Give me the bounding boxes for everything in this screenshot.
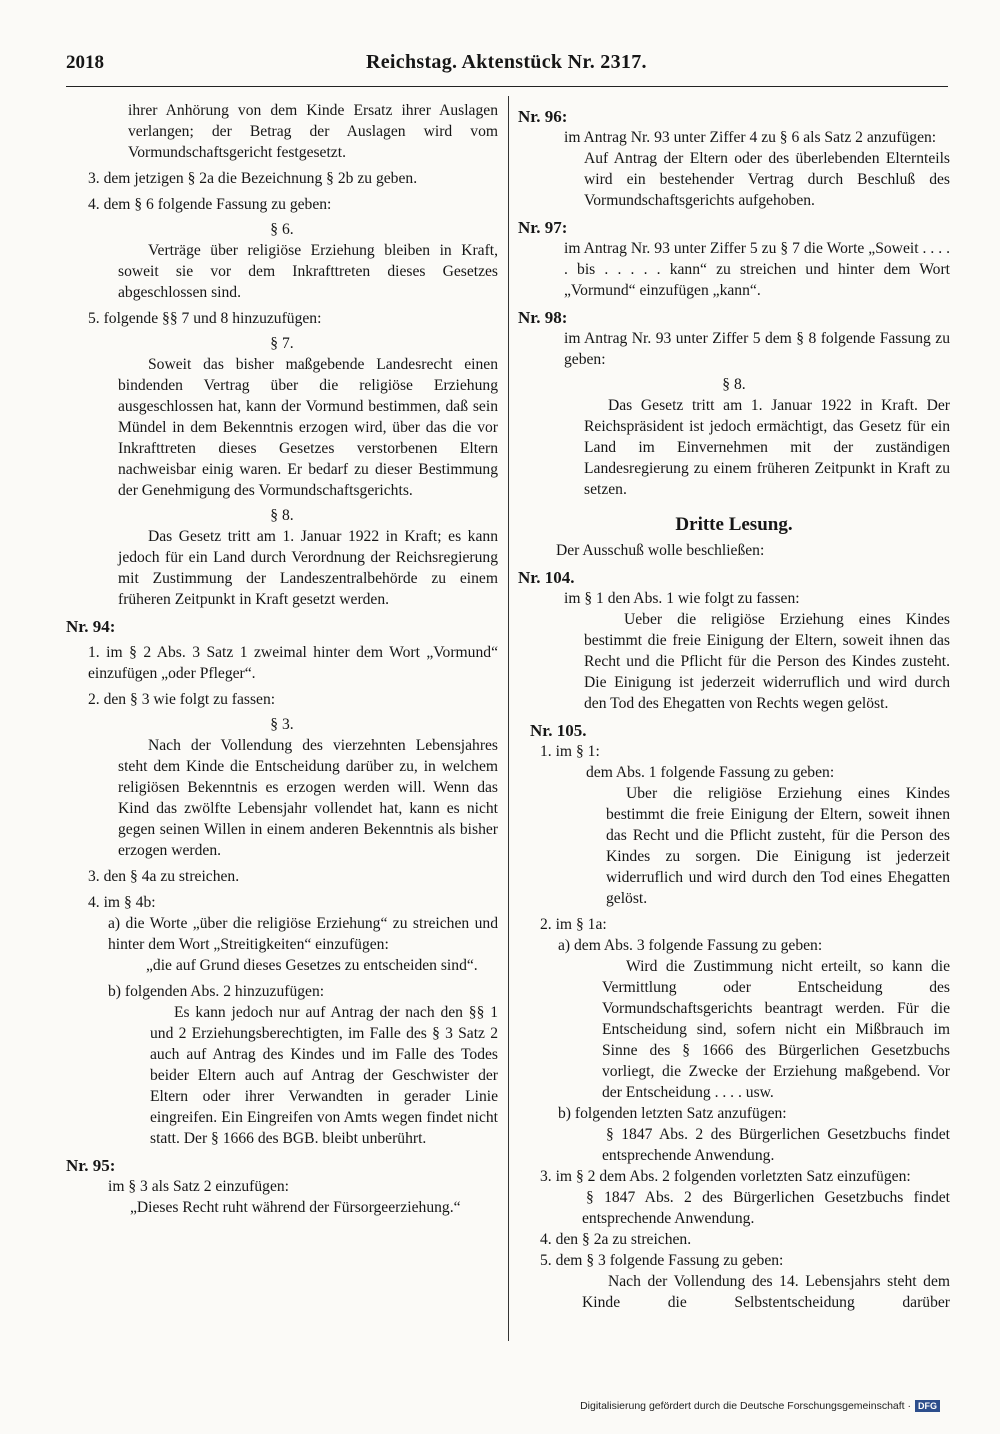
section-heading: § 3.: [270, 716, 294, 733]
section-number: Nr. 97:: [518, 218, 568, 237]
paragraph: 4. den § 2a zu streichen.: [540, 1231, 692, 1248]
paragraph: dem Abs. 1 folgende Fassung zu geben:: [586, 764, 835, 781]
paragraph: § 1847 Abs. 2 des Bürgerlichen Gesetzbuchs findet entsprechende Anwendung.: [582, 1189, 950, 1227]
section-number: Nr. 94:: [66, 617, 116, 636]
paragraph: „Dieses Recht ruht während der Fürsorgeerziehung.“: [130, 1199, 461, 1216]
section-number: Nr. 96:: [518, 107, 568, 126]
paragraph: 2. den § 3 wie folgt zu fassen:: [88, 691, 276, 708]
page-number: 2018: [66, 52, 104, 73]
paragraph: § 1847 Abs. 2 des Bürgerlichen Gesetzbuchs findet entsprechende Anwendung.: [602, 1126, 950, 1164]
paragraph: a) die Worte „über die religiöse Erziehung“ zu streichen und hinter dem Wort „Streitigkeiten“ einzufügen:: [108, 915, 498, 953]
dfg-logo: DFG: [915, 1400, 940, 1412]
paragraph: b) folgenden letzten Satz anzufügen:: [558, 1105, 787, 1122]
section-number: Nr. 104.: [518, 568, 575, 587]
paragraph: 3. dem jetzigen § 2a die Bezeichnung § 2b zu geben.: [88, 170, 418, 187]
paragraph: Das Gesetz tritt am 1. Januar 1922 in Kraft; es kann jedoch für ein Land durch Verordnung der Reichsregierung mit Zustimmung der Landeszentralbehörde zu einem früheren Zeitpunkt in Kraft gesetzt werden.: [118, 528, 498, 608]
footer-text: Digitalisierung gefördert durch die Deutsche Forschungsgemeinschaft ·: [580, 1400, 911, 1412]
paragraph: b) folgenden Abs. 2 hinzuzufügen:: [108, 983, 325, 1000]
paragraph: 1. im § 2 Abs. 3 Satz 1 zweimal hinter dem Wort „Vormund“ einzufügen „oder Pfleger“.: [88, 644, 498, 682]
header-rule: [66, 86, 948, 87]
paragraph: Uber die religiöse Erziehung eines Kindes bestimmt die freie Einigung der Eltern, soweit ihnen das Recht und die Pflicht zusteht, für die Person des Kindes zu sorgen. Die Einigung ist jederzeit widerruflich und wird durch den Tod eines Ehegatten gelöst.: [606, 785, 950, 907]
left-column: [66, 100, 498, 1218]
section-number: Nr. 95:: [66, 1156, 116, 1175]
section-number: Nr. 105.: [530, 721, 587, 740]
paragraph: Es kann jedoch nur auf Antrag der nach den §§ 1 und 2 Erziehungsberechtigten, im Falle des § 3 Satz 2 auch auf Antrag des Kindes und im Falle des Todes beider Eltern auch auf Antrag der Geschwister der Eltern oder ihrer Verwandten in gerader Linie eingreifen. Ein Eingreifen von Amts wegen findet nicht statt. Der § 1666 des BGB. bleibt unberührt.: [150, 1004, 498, 1147]
paragraph: a) dem Abs. 3 folgende Fassung zu geben:: [558, 937, 823, 954]
paragraph: 5. dem § 3 folgende Fassung zu geben:: [540, 1252, 784, 1269]
paragraph: Soweit das bisher maßgebende Landesrecht einen bindenden Vertrag über die religiöse Erziehung ausgeschlossen hat, kann der Vormund bestimmen, daß sein Mündel in dem Bekenntnis erzogen wird, über das die vor Inkrafttreten dieses Gesetzes verstorbenen Eltern nachweisbar einig waren. Er bedarf zu dieser Bestimmung der Genehmigung des Vormundschaftsgerichts.: [118, 356, 498, 499]
right-column: [518, 100, 950, 1313]
section-heading: § 7.: [270, 335, 294, 352]
page-header: [66, 52, 948, 86]
section-number: Nr. 98:: [518, 308, 568, 327]
paragraph: Nach der Vollendung des 14. Lebensjahrs steht dem Kinde die Selbstentscheidung darüber: [582, 1273, 950, 1311]
paragraph: Ueber die religiöse Erziehung eines Kindes bestimmt die freie Einigung der Eltern, soweit ihnen das Recht und die Pflicht für die Person des Kindes zusteht. Die Einigung ist jederzeit widerruflich und wird durch den Tod des Ehegatten von Rechts wegen gelöst.: [584, 611, 950, 712]
paragraph: Der Ausschuß wolle beschließen:: [556, 542, 765, 559]
section-heading: § 8.: [270, 507, 294, 524]
paragraph: im Antrag Nr. 93 unter Ziffer 5 zu § 7 die Worte „Soweit . . . . . bis . . . . . kann“ zu streichen und hinter dem Wort „Vormund“ einzufügen „kann“.: [564, 240, 950, 299]
paragraph: Nach der Vollendung des vierzehnten Lebensjahres steht dem Kinde die Entscheidung darüber zu, in welchem religiösen Bekenntnis es erzogen werden will. Wenn das Kind das zwölfte Lebensjahr vollendet hat, kann es nicht gegen seinen Willen in einem anderen Bekenntnis als bisher erzogen werden.: [118, 737, 498, 859]
paragraph: 3. den § 4a zu streichen.: [88, 868, 240, 885]
section-heading: § 6.: [270, 221, 294, 238]
paragraph: 4. dem § 6 folgende Fassung zu geben:: [88, 196, 332, 213]
paragraph: Auf Antrag der Eltern oder des überlebenden Elternteils wird ein bestehender Vertrag durch Beschluß des Vormundschaftsgerichts aufgehoben.: [584, 150, 950, 209]
running-head: Reichstag. Aktenstück Nr. 2317.: [366, 51, 647, 73]
paragraph: 3. im § 2 dem Abs. 2 folgenden vorletzten Satz einzufügen:: [540, 1168, 911, 1185]
paragraph: 5. folgende §§ 7 und 8 hinzuzufügen:: [88, 310, 322, 327]
paragraph: im Antrag Nr. 93 unter Ziffer 5 dem § 8 folgende Fassung zu geben:: [564, 330, 950, 368]
paragraph: Verträge über religiöse Erziehung bleiben in Kraft, soweit sie vor dem Inkrafttreten dieses Gesetzes abgeschlossen sind.: [118, 242, 498, 301]
paragraph: Wird die Zustimmung nicht erteilt, so kann die Vermittlung oder Entscheidung des Vormundschaftsgerichts beantragt werden. Für die Entscheidung sind, sofern nicht ein Mißbrauch im Sinne des § 1666 des Bürgerlichen Gesetzbuchs vorliegt, die Zwecke der Erziehung maßgebend. Vor der Entscheidung . . . . usw.: [602, 958, 950, 1101]
footer-credit: [580, 1400, 940, 1412]
paragraph: im § 1 den Abs. 1 wie folgt zu fassen:: [564, 590, 800, 607]
paragraph: „die auf Grund dieses Gesetzes zu entscheiden sind“.: [146, 957, 478, 974]
reading-heading: Dritte Lesung.: [675, 514, 793, 535]
paragraph: 4. im § 4b:: [88, 894, 156, 911]
section-heading: § 8.: [722, 376, 746, 393]
paragraph: im Antrag Nr. 93 unter Ziffer 4 zu § 6 als Satz 2 anzufügen:: [564, 129, 937, 146]
paragraph: Das Gesetz tritt am 1. Januar 1922 in Kraft. Der Reichspräsident ist jedoch ermächtigt, das Gesetz für ein Land im Einvernehmen mit der zuständigen Landesregierung zu einem früheren Zeitpunkt in Kraft zu setzen.: [584, 397, 950, 498]
paragraph: im § 3 als Satz 2 einzufügen:: [108, 1178, 290, 1195]
paragraph: 1. im § 1:: [540, 743, 600, 760]
paragraph: ihrer Anhörung von dem Kinde Ersatz ihrer Auslagen verlangen; der Betrag der Auslagen wird vom Vormundschaftsgericht festgesetzt.: [128, 102, 498, 161]
column-divider: [508, 96, 509, 1341]
paragraph: 2. im § 1a:: [540, 916, 607, 933]
